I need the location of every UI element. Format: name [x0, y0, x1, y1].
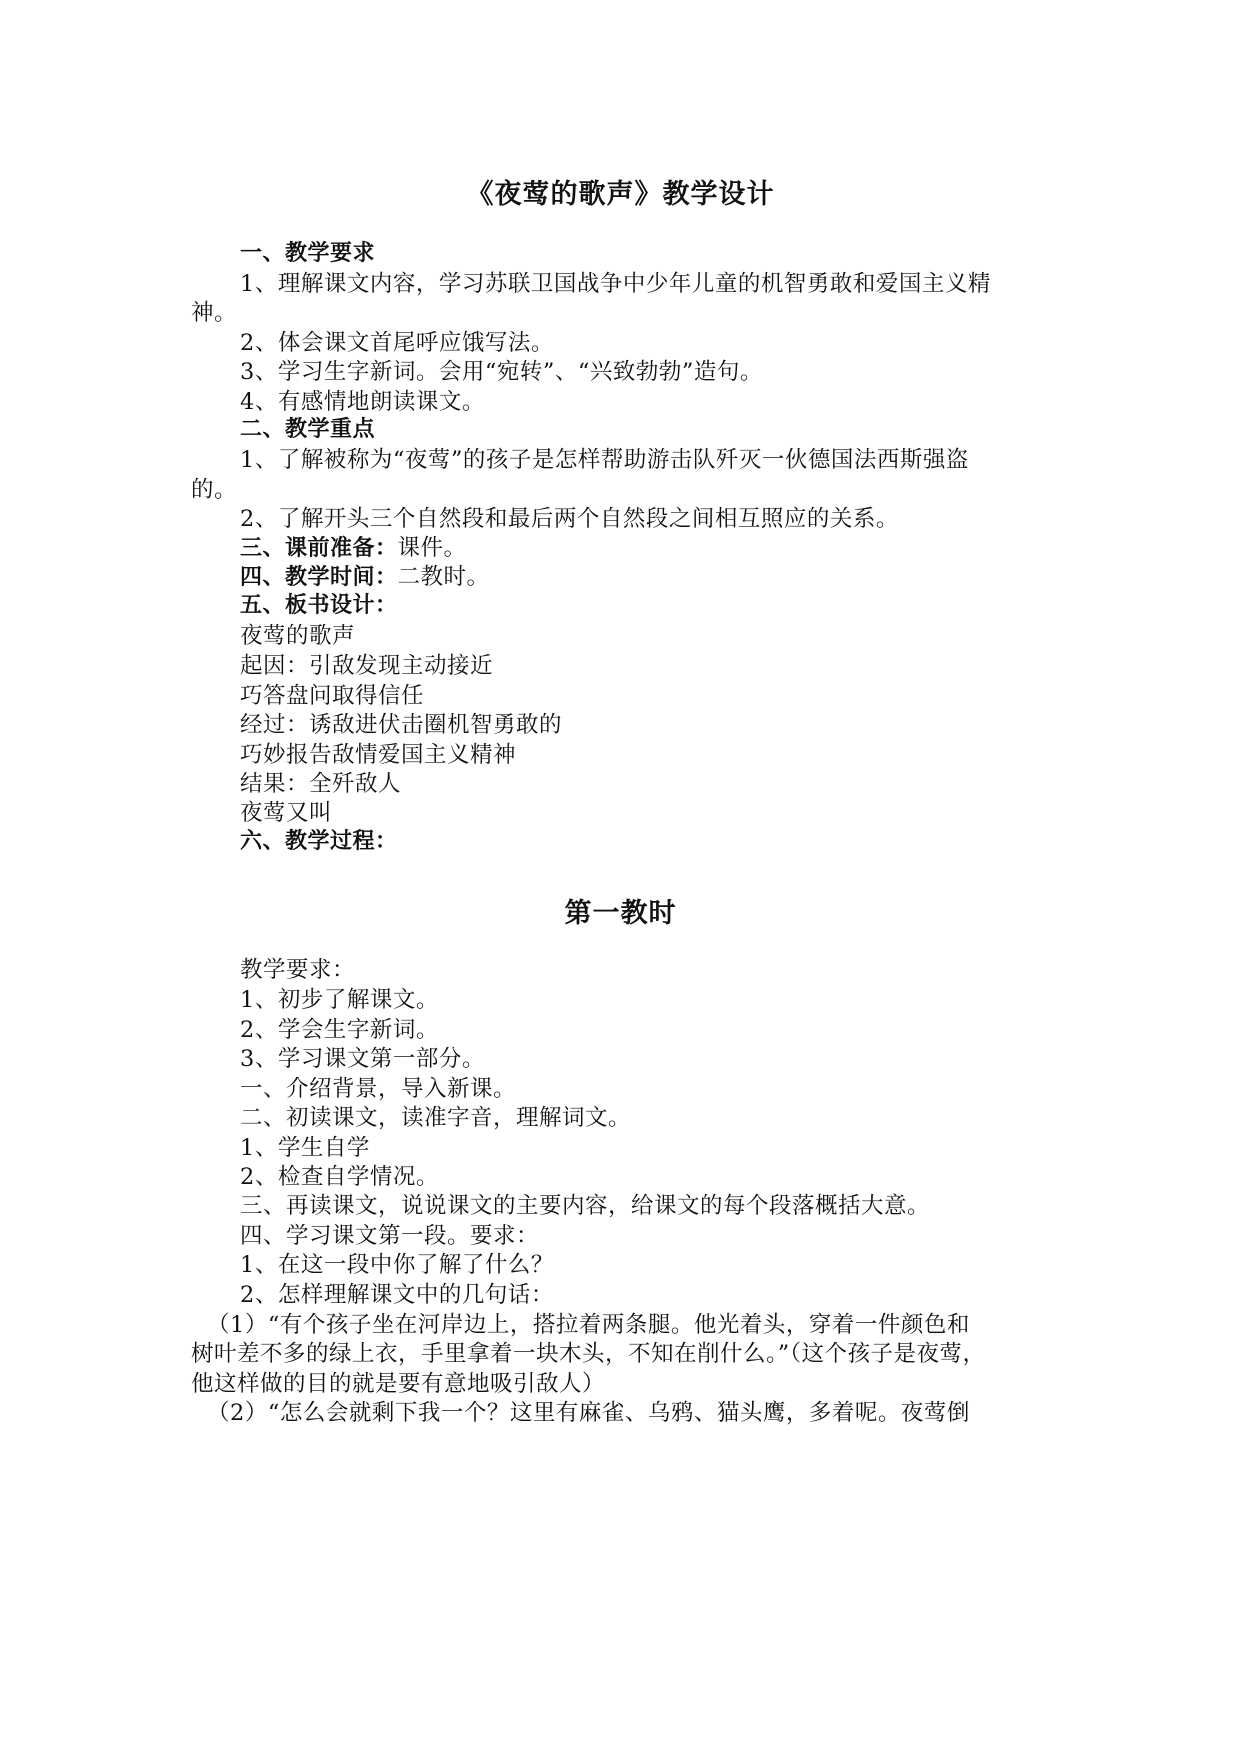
- quote-1: （1）“有个孩子坐在河岸边上，搭拉着两条腿。他光着头，穿着一件颜色和: [207, 1312, 970, 1338]
- quote-1-cont: 他这样做的目的就是要有意地吸引敌人）: [191, 1371, 606, 1397]
- focus-item-2: 2、了解开头三个自然段和最后两个自然段之间相互照应的关系。: [240, 506, 899, 532]
- quote-2: （2）“怎么会就剩下我一个？这里有麻雀、乌鸦、猫头鹰，多着呢。夜莺倒: [207, 1400, 970, 1426]
- lesson-line: 一、介绍背景，导入新课。: [240, 1076, 517, 1102]
- requirement-item-2: 2、体会课文首尾呼应饿写法。: [240, 330, 554, 356]
- section-heading-focus: 二、教学重点: [240, 417, 376, 442]
- board-line: 经过：诱敌进伏击圈机智勇敢的: [240, 712, 563, 738]
- section-heading-time: 四、教学时间：: [240, 565, 398, 590]
- time-value: 二教时。: [397, 564, 490, 590]
- lesson-line: 3、学习课文第一部分。: [240, 1046, 485, 1072]
- board-line: 起因：引敌发现主动接近: [240, 653, 494, 679]
- focus-item-1-cont: 的。: [191, 477, 238, 503]
- quote-1-cont: 树叶差不多的绿上衣，手里拿着一块木头，不知在削什么。”（这个孩子是夜莺，: [191, 1341, 986, 1367]
- requirement-item-3: 3、学习生字新词。会用“宛转”、“兴致勃勃”造句。: [240, 359, 763, 385]
- section-heading-preparation: 三、课前准备：: [240, 536, 398, 561]
- requirement-item-1: 1、理解课文内容，学习苏联卫国战争中少年儿童的机智勇敢和爱国主义精: [240, 271, 991, 297]
- board-line: 巧答盘问取得信任: [240, 683, 425, 709]
- lesson-line: 1、在这一段中你了解了什么？: [240, 1252, 554, 1278]
- section-heading-board: 五、板书设计：: [240, 593, 398, 618]
- lesson-line: 二、初读课文，读准字音，理解词文。: [240, 1105, 632, 1131]
- board-line: 结果：全歼敌人: [240, 771, 402, 797]
- lesson-line: 1、学生自学: [240, 1135, 370, 1161]
- requirement-item-4: 4、有感情地朗读课文。: [240, 389, 485, 415]
- lesson-title: 第一教时: [564, 898, 677, 929]
- lesson-line: 2、怎样理解课文中的几句话：: [240, 1282, 554, 1308]
- board-line: 夜莺又叫: [240, 800, 333, 826]
- lesson-line: 三、再读课文，说说课文的主要内容，给课文的每个段落概括大意。: [240, 1193, 931, 1219]
- board-line: 夜莺的歌声: [240, 623, 356, 649]
- preparation-value: 课件。: [397, 535, 467, 561]
- lesson-line: 2、检查自学情况。: [240, 1164, 439, 1190]
- lesson-line: 2、学会生字新词。: [240, 1017, 439, 1043]
- lesson-line: 1、初步了解课文。: [240, 987, 439, 1013]
- board-line: 巧妙报告敌情爱国主义精神: [240, 742, 517, 768]
- requirement-item-1-cont: 神。: [191, 300, 238, 326]
- section-heading-process: 六、教学过程：: [240, 829, 398, 854]
- lesson-line: 教学要求：: [240, 957, 356, 983]
- document-title: 《夜莺的歌声》教学设计: [466, 179, 775, 210]
- focus-item-1: 1、了解被称为“夜莺”的孩子是怎样帮助游击队歼灭一伙德国法西斯强盗: [240, 447, 969, 473]
- lesson-line: 四、学习课文第一段。要求：: [240, 1223, 540, 1249]
- section-heading-requirements: 一、教学要求: [240, 241, 376, 266]
